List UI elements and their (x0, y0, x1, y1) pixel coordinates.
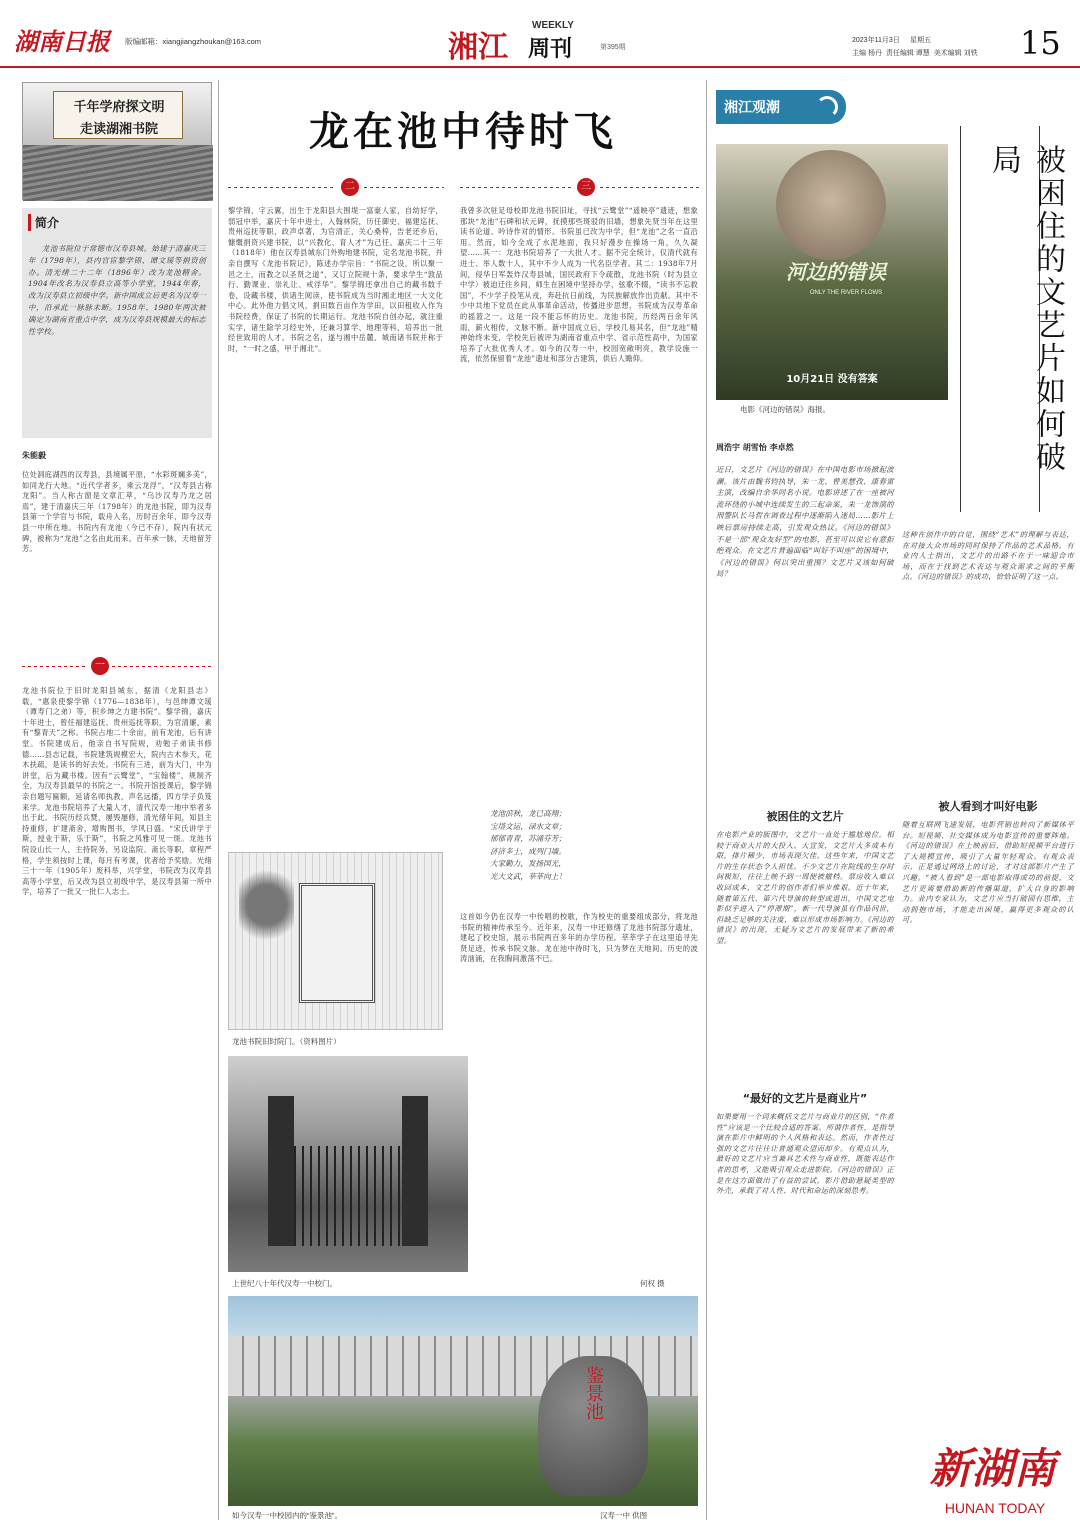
section-three-mark: 三 (577, 178, 595, 196)
article-title: 龙在池中待时飞 (309, 109, 617, 155)
caption-poster: 电影《河边的错误》海报。 (740, 405, 830, 414)
banner-line-2: 走读湖湘书院 (79, 122, 158, 137)
wave-icon (816, 96, 838, 118)
section-one-mark: 一 (91, 657, 109, 675)
intro-text: 龙池书院位于常德市汉寿县城。始建于清嘉庆三年（1798年），县内官宦黎学锦、谭文瑗等捐资创办。清光绪二十二年（1896年）改为龙池精舍。1904年改名为汉寿县立高等小学堂，1944年春，改为汉寿县立初级中学。新中国成立后更名为汉寿一中，沿承此一脉脉未断。1958年、1980年两次被确定为湖南省重点中学，成为汉寿县规模最大的标志性学校。 (28, 244, 206, 336)
section-two-rule (228, 187, 336, 188)
weekly-en: WEEKLY (532, 20, 574, 31)
subhead-best-art-film: “最好的文艺片是商业片” (742, 1092, 868, 1105)
caption-school-gate: 上世纪八十年代汉寿一中校门。 (232, 1279, 337, 1288)
article-col1-rest: 龙池书院位于旧时龙阳县城东，据清《龙阳县志》载，“惠泉使黎学锦（1776—1838年），与邑绅谭文瑗（谭寿门之弟）等，积乡绅之力建书院”。黎学锦，嘉庆十年进士，曾任福建巡抚、贵州巡抚等职，为官清廉，素有“黎青天”之称。书院占地二十余亩，前有龙池，后有讲堂。书院建成后，他亲自书写院规，劝勉子弟读书修德……县志记载，书院建筑规模宏大，院内古木参天，花木扶疏，是读书的好去处。书院有三进，前为大门，中为讲堂，后为藏书楼。因有“云鹭堂”，“宝翰楼”，规制齐全，为汉寿县最早的书院之一。书院开馆授课后，黎学锦亲自题写匾额，延请名师执教，声名远播，四方学子负笈来学。龙池书院培养了大量人才，清代汉寿一地中举者多出于此。书院历经兵燹，屡毁屡修，清光绪年间，知县主持重修，扩建斋舍，增购图书，学风日盛。“宋氏讲学于斯，授业于斯，乐于斯”，书院之风雅可见一斑。龙池书院设山长一人，主持院务，另设监院、斋长等职，章程严格，学生须按时上课，每月有考课，优者给予奖励。光绪三十一年（1905年）废科举，兴学堂，书院改为汉寿县高等小学堂，后又改为县立初级中学，是汉寿县第一所中学，培养了一批又一批仁人志士。 (22, 686, 212, 897)
article-col3: 我曾多次驻足母校即龙池书院旧址，寻找“云鹭堂”“遥映亭”遗迹，想象那块“龙池”石碑和状元碑，抚摸那些斑驳的旧墙，想象先贤当年在这里读书论道、吟诗作对的情形。书院虽已改为中学，但“龙池”之名一直沿用。然而，如今全成了水泥地面，我只好漫步在操场一角，久久凝望……其一：龙池书院培养了一大批人才。据不完全统计，仅清代就有进士、举人数十人，其中不少人成为一代名臣学者。其二：1938年7月间，侵华日军轰炸汉寿县城，国民政府下令疏散，龙池书院（时为县立中学）被迫迁往乡间，师生在困境中坚持办学，弦歌不辍，“读书不忘救国”，不少学子投笔从戎，奔赴抗日前线，为民族解放作出贡献。其中不少中共地下党员在此从事革命活动，传播进步思想，书院成为汉寿革命的摇篮之一。这是一段不能忘怀的历史。龙池书院，历经两百余年风雨，薪火相传，文脉不断。新中国成立后，学校几易其名，但“龙池”精神始终未变，学校先后被评为湖南省重点中学、省示范性高中，为国家培养了大批优秀人才。如今的汉寿一中，校园宽敞明亮，教学设施一流，依然保留着“龙池”遗址和部分古建筑，供后人瞻仰。 (460, 206, 698, 364)
rock-inscription: 鉴景池 (583, 1366, 604, 1420)
page-number: 15 (1020, 24, 1061, 62)
author-byline: 朱能毅 (22, 450, 46, 460)
opinion-authors: 周浩宇 胡雪怡 李卓然 (716, 443, 794, 452)
credit-jianjingchi: 汉寿一中 供图 (600, 1511, 648, 1520)
jianjingchi-photo (228, 1296, 698, 1506)
article-col1-top: 位处洞庭湖西的汉寿县，县境属平原，“水彩斑斓多美”，如同龙行大地。“近代学者多，乘云龙浮”，“汉寿县古称龙阳”。当人称古窗是文章汇萃，“乌沙汉寿乃龙之居焉”，建于清嘉庆三年（1798年）的龙池书院，即为汉寿县第一个学官与书院，载舟入名，历时百余年，即今汉寿县一中所在地。书院内有龙池（今已不存），院内有状元碑，被称为“龙池”之名由此而来。百年承一脉，天地留芳芳。 (22, 470, 212, 554)
credits-bar: 主编 杨丹 责任编辑 谭慧 美术编辑 刘铁 (852, 50, 978, 57)
opinion-title-box (960, 126, 1065, 512)
song-line-1: 龙池滨秋，龙已高翔； (490, 809, 566, 818)
section-one-rule (22, 666, 88, 667)
jianjingchi-rock (538, 1356, 648, 1496)
song-line-2: 宝塔文运，渌水文章； (490, 821, 566, 831)
song-line-5: 大家勤力，发扬国光， (490, 859, 566, 868)
zhoukan-label: 周刊 (528, 37, 573, 62)
section-name: 湘江 (448, 30, 508, 65)
poster-subtitle: ONLY THE RIVER FLOWS (809, 290, 883, 296)
newspaper-logo: 湖南日报 (14, 27, 110, 56)
movie-poster (716, 144, 948, 400)
header-date: 2023年11月3日 (852, 37, 900, 44)
gate-pillar-right (402, 1096, 428, 1246)
watermark-en: HUNAN TODAY (944, 1500, 1046, 1516)
gate-fence (294, 1146, 402, 1246)
opinion-title: 被困住的文艺片如何破局 (986, 144, 1065, 474)
issue-number: 第395期 (600, 44, 626, 51)
sketch-tree (239, 863, 294, 1003)
gate-pillar-left (268, 1096, 294, 1246)
series-banner (22, 82, 212, 200)
poster-title: 河边的错误 (786, 260, 886, 284)
caption-old-gate: 龙池书院旧时院门。（资料图片） (232, 1037, 341, 1046)
opinion-p2: 如果要用一个词来概括文艺片与商业片的区别，“作者性”应该是一个比较合适的答案。所谓作者性，是指导演在影片中鲜明的个人风格和表达。然而，作者性过强的文艺片往往让普通观众望而却步。有观点认为，最好的文艺片应当兼具艺术性与商业性，既能表达作者的思考，又能吸引观众走进影院。《河边的错误》正是在这方面做出了有益的尝试，影片借助悬疑类型的外壳，承载了对人性、时代和命运的深刻思考。 (716, 1112, 894, 1196)
song-line-3: 郁郁青青，苏涌芬芳； (490, 834, 566, 843)
school-song (490, 808, 690, 906)
poster-release: 10月21日 没有答案 (786, 374, 878, 385)
subhead-trapped: 被困住的文艺片 (766, 810, 844, 823)
column-divider-1 (218, 80, 219, 1520)
sketch-gate (299, 883, 375, 1003)
header-weekday: 星期五 (910, 37, 931, 44)
column-badge (716, 90, 846, 124)
series-banner-panel (53, 91, 183, 139)
article-col3-end: 这首如今仍在汉寿一中传唱的校歌，作为校史的重要组成部分，将龙池书院的精神传承至今。近年来，汉寿一中还修缮了龙池书院部分遗址，建起了校史馆，展示书院两百多年的办学历程。莘莘学子在这里追寻先贤足迹，传承书院文脉。龙在池中待时飞，只为梦在天地间。历史的波涛汹涌，在我胸间激荡不已。 (460, 912, 698, 964)
school-gate-photo (228, 1056, 468, 1272)
subhead-seen: 被人看到才叫好电影 (938, 800, 1038, 813)
poster-face (776, 150, 886, 260)
section-two-rule-r (364, 187, 444, 188)
intro-box (22, 208, 212, 438)
opinion-lead: 近日，文艺片《河边的错误》在中国电影市场掀起波澜。该片由魏书钧执导，朱一龙、曾美慧孜、康春雷主演，改编自余华同名小说。电影讲述了在一座被河流环绕的小城中连续发生的三起命案，朱一龙饰演的刑警队长马哲在调查过程中逐渐陷入迷局……影片上映后票房持续走高，引发观众热议。《河边的错误》不是一部“观众友好型”的电影，甚至可以说它有意拒绝观众。在文艺片普遍面临“叫好不叫座”的困境中，《河边的错误》何以突出重围？文艺片又该如何破局？ (716, 465, 894, 579)
section-one-rule-r (112, 666, 212, 667)
old-gate-sketch (228, 852, 443, 1030)
song-line-6: 光大文武，莘莘向上！ (490, 871, 566, 881)
section-three-rule (460, 187, 572, 188)
academy-roof-image (23, 145, 213, 201)
header-email: 版编邮箱：xiangjiangzhoukan@163.com (125, 37, 262, 46)
song-line-4: 济济多士，成列门墙。 (490, 846, 566, 856)
caption-jianjingchi: 如今汉寿一中校园内的“鉴景池”。 (232, 1511, 342, 1520)
page-header (0, 0, 1080, 68)
opinion-p4: 随着互联网飞速发展，电影营销也转向了新媒体平台。短视频、社交媒体成为电影宣传的重要阵地。《河边的错误》在上映前后，借助短视频平台进行了大规模宣传，吸引了大量年轻观众。有观众表示，正是通过网络上的讨论，才对这部影片产生了兴趣。“被人看到”是一部电影取得成功的前提，文艺片更需要借助新的传播渠道，扩大自身的影响力。业内专家认为，文艺片应当打破固有思维，主动拥抱市场，才能走出困境，赢得更多观众的认可。 (902, 820, 1074, 925)
credit-school-gate: 何权 摄 (640, 1279, 665, 1288)
opinion-p1: 在电影产业的版图中，文艺片一直处于尴尬地位。相较于商业大片的大投入、大宣发，文艺片大多成本有限，排片稀少，市场表现欠佳。这些年来，中国文艺片的生存状态令人担忧。不少文艺片在院线的生存时间极短，往往上映不到一周便被撤档。票房收入难以收回成本，文艺片的创作者们举步维艰。近十年来，随着第五代、第六代导演的转型或退出，中国文艺电影似乎进入了“停滞期”，新一代导演虽有作品问世，但缺乏足够的关注度，难以形成市场影响力。《河边的错误》的出现，无疑为文艺片的发展带来了新的希望。 (716, 830, 894, 945)
section-two-mark: 二 (341, 178, 359, 196)
watermark-logo: 新湖南 (929, 1444, 1056, 1493)
column-divider-2 (706, 80, 707, 1520)
column-name: 湘江观潮 (724, 100, 780, 116)
section-three-rule-r (600, 187, 700, 188)
article-col2: 黎学锦，字云翼，出生于龙阳县大围堤一富豪人家，自幼好学，弱冠中举，嘉庆十年中进士，入翰林院，历任御史、福建巡抚、贵州巡抚等职，政声卓著，为官清正，关心桑梓，告老还乡后，慷慨捐资兴建书院，以“兴教化、育人才”为己任。嘉庆二十三年（1818年）他在汉寿县城东门外购地建书院，定名龙池书院，并亲自撰写《龙池书院记》，陈述办学宗旨：“书院之设，所以聚一邑之士，而教之以圣贤之道”，又订立院规十条，要求学生“敦品行、勤课业、崇礼让、戒浮华”。黎学锦还拿出自己的藏书数千卷，设藏书楼，供诸生阅读，使书院成为当时湘北地区一大文化中心。此外他力倡文风，捐田数百亩作为学田，以田租收入作为书院经费，保证了书院的长期运行。龙池书院自创办起，就注重实学，诸生除学习经史外，还兼习算学、地理等科，培养出一批经世致用的人才。书院之名，遂与湘中岳麓、城南诸书院并称于时，“一时之盛，甲于湘北”。 (228, 206, 443, 353)
intro-label: 简介 (28, 214, 206, 231)
banner-line-1: 千年学府探文明 (73, 100, 165, 115)
opinion-p3: 这种在创作中的自觉，围绕“艺术”的理解与表达，在对接大众市场的同时保持了作品的艺术品格。有业内人士指出，文艺片的出路不在于一味迎合市场，而在于找到艺术表达与观众需求之间的平衡点。《河边的错误》的成功，恰恰证明了这一点。 (902, 530, 1074, 582)
